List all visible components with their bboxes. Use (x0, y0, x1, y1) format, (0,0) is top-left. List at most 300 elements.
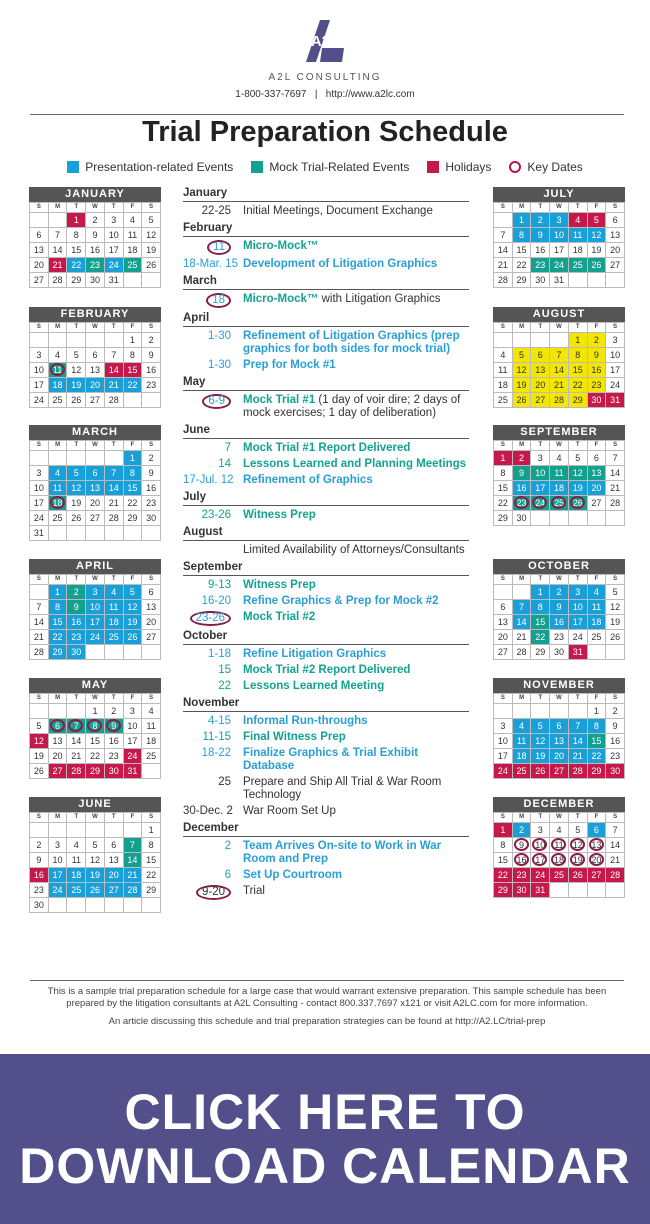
weekday-header: T (105, 323, 124, 333)
calendar-day: 28 (494, 273, 513, 288)
calendar-empty-cell (606, 883, 625, 898)
schedule-date: 18-Mar. 15 (183, 258, 238, 270)
weekday-header: S (142, 441, 161, 451)
calendar-day: 1 (49, 585, 68, 600)
calendar-empty-cell (30, 585, 49, 600)
weekday-header: M (49, 813, 68, 823)
calendar-day: 22 (494, 496, 513, 511)
calendar-day: 22 (513, 258, 532, 273)
calendar-day: 20 (142, 615, 161, 630)
calendar-day: 6 (588, 451, 607, 466)
calendar-day: 9 (606, 719, 625, 734)
weekday-header: T (531, 323, 550, 333)
calendar-empty-cell (105, 451, 124, 466)
weekday-header: F (124, 694, 143, 704)
calendar-day: 12 (124, 600, 143, 615)
calendar-day: 11 (105, 600, 124, 615)
calendar-day: 15 (494, 853, 513, 868)
calendar-day: 9 (513, 466, 532, 481)
calendar-day: 29 (49, 645, 68, 660)
calendar-empty-cell (606, 273, 625, 288)
calendar-day: 1 (142, 823, 161, 838)
calendar-day: 24 (30, 511, 49, 526)
schedule-date: 2 (224, 840, 231, 852)
weekday-header: S (494, 441, 513, 451)
weekday-header: T (105, 694, 124, 704)
calendar-empty-cell (30, 333, 49, 348)
weekday-header: S (142, 575, 161, 585)
calendar-empty-cell (49, 823, 68, 838)
calendar-day: 2 (513, 823, 532, 838)
weekday-header: T (531, 203, 550, 213)
schedule-item (183, 805, 469, 818)
calendar-day: 28 (105, 511, 124, 526)
calendar-day: 28 (67, 764, 86, 779)
calendar-july (493, 187, 625, 288)
calendar-day: 25 (142, 749, 161, 764)
calendar-day: 19 (531, 749, 550, 764)
schedule-date: 22 (218, 680, 231, 692)
calendar-day: 18 (550, 481, 569, 496)
weekday-header: S (494, 694, 513, 704)
calendar-day: 17 (494, 749, 513, 764)
schedule-event-title: Refine Graphics & Prep for Mock #2 (243, 595, 439, 607)
calendar-day: 20 (49, 749, 68, 764)
calendar-october (493, 559, 625, 660)
calendar-day: 19 (142, 243, 161, 258)
weekday-header: T (105, 575, 124, 585)
calendar-day: 23 (86, 258, 105, 273)
calendar-day: 14 (494, 243, 513, 258)
calendar-empty-cell (105, 526, 124, 541)
calendar-day: 16 (105, 734, 124, 749)
schedule-item (183, 474, 469, 487)
schedule-item (183, 869, 469, 882)
weekday-header: S (606, 694, 625, 704)
calendar-day: 11 (550, 838, 569, 853)
calendar-day: 5 (30, 719, 49, 734)
calendar-day: 29 (588, 764, 607, 779)
schedule-item (183, 731, 469, 744)
calendar-day: 5 (569, 823, 588, 838)
calendar-empty-cell (142, 764, 161, 779)
calendar-empty-cell (67, 823, 86, 838)
calendar-day: 30 (30, 898, 49, 913)
calendar-day: 31 (124, 764, 143, 779)
calendar-empty-cell (588, 645, 607, 660)
calendar-day: 28 (30, 645, 49, 660)
calendar-day: 14 (105, 363, 124, 378)
calendar-day: 5 (124, 585, 143, 600)
calendar-day: 12 (569, 838, 588, 853)
calendar-empty-cell (588, 511, 607, 526)
schedule-event (243, 474, 469, 487)
calendar-empty-cell (67, 526, 86, 541)
footer-article-link[interactable]: An article discussing this schedule and trial preparation strategies can be found at http://A2.LC/trial-prep (108, 1016, 546, 1027)
schedule-list (183, 186, 469, 903)
calendar-day: 31 (105, 273, 124, 288)
weekday-header: S (30, 323, 49, 333)
calendar-day: 11 (513, 734, 532, 749)
calendar-day: 3 (86, 585, 105, 600)
calendar-day: 3 (105, 213, 124, 228)
calendar-day: 31 (550, 273, 569, 288)
calendar-empty-cell (49, 704, 68, 719)
weekday-header: F (588, 813, 607, 823)
footer (30, 986, 624, 1028)
calendar-day: 1 (67, 213, 86, 228)
schedule-item (183, 648, 469, 661)
calendar-day: 27 (550, 764, 569, 779)
schedule-month-october: October (183, 629, 469, 645)
schedule-item (183, 885, 469, 900)
calendar-day: 9 (30, 853, 49, 868)
calendar-day: 24 (30, 393, 49, 408)
phone[interactable]: 1-800-337-7697 (235, 89, 307, 100)
calendar-day: 7 (30, 600, 49, 615)
schedule-item (183, 611, 469, 626)
weekday-header: F (588, 441, 607, 451)
calendar-day: 1 (494, 823, 513, 838)
schedule-event-title: Prepare and Ship All Trial & War Room Technology (243, 776, 442, 801)
schedule-event-title: Mock Trial #2 Report Delivered (243, 664, 411, 676)
schedule-event (243, 205, 469, 218)
weekday-header: M (513, 694, 532, 704)
calendar-day: 8 (86, 719, 105, 734)
schedule-event-title: Trial (243, 885, 265, 897)
schedule-month-december: December (183, 821, 469, 837)
calendar-empty-cell (494, 704, 513, 719)
calendar-day: 11 (67, 853, 86, 868)
schedule-item (183, 747, 469, 773)
calendar-day: 27 (30, 273, 49, 288)
calendar-day: 15 (142, 853, 161, 868)
calendar-day: 30 (67, 645, 86, 660)
download-calendar-button[interactable] (0, 1054, 650, 1224)
calendar-day: 5 (67, 348, 86, 363)
calendar-day: 1 (588, 704, 607, 719)
calendar-day: 20 (86, 378, 105, 393)
calendar-day: 20 (606, 243, 625, 258)
calendar-day: 9 (105, 719, 124, 734)
calendar-day: 26 (124, 630, 143, 645)
calendar-day: 20 (86, 496, 105, 511)
calendar-day: 13 (105, 853, 124, 868)
schedule-date: 1-30 (207, 330, 231, 342)
calendar-day: 6 (588, 823, 607, 838)
calendar-empty-cell (142, 273, 161, 288)
calendar-day: 19 (67, 378, 86, 393)
calendar-day: 31 (569, 645, 588, 660)
calendar-day: 12 (67, 481, 86, 496)
weekday-header: T (67, 203, 86, 213)
schedule-item (183, 293, 469, 308)
calendar-day: 13 (49, 734, 68, 749)
schedule-date (183, 544, 243, 557)
calendar-day: 2 (86, 213, 105, 228)
calendar-day: 5 (67, 466, 86, 481)
weekday-header: T (569, 694, 588, 704)
calendar-day: 8 (494, 466, 513, 481)
schedule-event (243, 747, 469, 773)
calendar-day: 17 (550, 243, 569, 258)
calendar-day: 1 (569, 333, 588, 348)
calendar-day: 19 (30, 749, 49, 764)
calendar-day: 6 (142, 585, 161, 600)
calendar-day: 31 (606, 393, 625, 408)
calendar-day: 27 (105, 883, 124, 898)
key-date-marker: 23-26 (190, 611, 231, 626)
calendar-day: 2 (142, 333, 161, 348)
calendar-day: 28 (550, 393, 569, 408)
calendar-day: 2 (550, 585, 569, 600)
calendar-day: 23 (606, 749, 625, 764)
calendar-day: 22 (86, 749, 105, 764)
calendar-september (493, 425, 625, 526)
weekday-header: T (531, 575, 550, 585)
calendar-day: 12 (606, 600, 625, 615)
calendar-day: 27 (606, 258, 625, 273)
calendar-empty-cell (550, 883, 569, 898)
calendar-day: 19 (86, 868, 105, 883)
calendar-day: 17 (124, 734, 143, 749)
calendar-day: 17 (569, 615, 588, 630)
calendar-day: 1 (531, 585, 550, 600)
calendar-day: 23 (67, 630, 86, 645)
calendar-day: 25 (588, 630, 607, 645)
calendar-day: 31 (30, 526, 49, 541)
weekday-header: S (142, 813, 161, 823)
calendar-day: 9 (531, 228, 550, 243)
calendar-day: 20 (494, 630, 513, 645)
schedule-date: 23-26 (201, 509, 231, 521)
calendar-day: 26 (531, 764, 550, 779)
schedule-item (183, 680, 469, 693)
schedule-date: 18-22 (201, 747, 231, 759)
page-title: Trial Preparation Schedule (142, 116, 508, 148)
calendar-day: 10 (494, 734, 513, 749)
weekday-header: F (588, 323, 607, 333)
calendar-day: 2 (513, 451, 532, 466)
schedule-month-january: January (183, 186, 469, 202)
calendar-day: 7 (550, 348, 569, 363)
a2l-logo[interactable] (302, 18, 348, 69)
schedule-date: 15 (218, 664, 231, 676)
calendar-empty-cell (124, 526, 143, 541)
calendar-day: 9 (142, 348, 161, 363)
calendar-day: 5 (606, 585, 625, 600)
calendar-day: 22 (494, 868, 513, 883)
calendar-day: 22 (49, 630, 68, 645)
calendar-day: 24 (550, 258, 569, 273)
weekday-header: S (30, 575, 49, 585)
schedule-event (243, 240, 469, 255)
weekday-header: T (67, 441, 86, 451)
calendar-empty-cell (67, 333, 86, 348)
calendar-empty-cell (550, 511, 569, 526)
calendar-day: 23 (105, 749, 124, 764)
calendar-day: 21 (49, 258, 68, 273)
schedule-event (243, 611, 469, 626)
calendar-day: 26 (67, 393, 86, 408)
weekday-header: T (105, 441, 124, 451)
calendar-day: 6 (550, 719, 569, 734)
calendar-day: 18 (588, 615, 607, 630)
calendar-day: 18 (494, 378, 513, 393)
calendar-day: 16 (142, 481, 161, 496)
calendar-april (29, 559, 161, 660)
weekday-header: T (569, 323, 588, 333)
schedule-item (183, 442, 469, 455)
calendar-day: 10 (30, 481, 49, 496)
calendar-day: 17 (30, 378, 49, 393)
header-divider (30, 114, 624, 115)
calendar-month-title: JULY (493, 187, 625, 202)
calendar-empty-cell (142, 898, 161, 913)
calendar-day: 23 (588, 378, 607, 393)
calendar-day: 14 (606, 466, 625, 481)
weekday-header: F (124, 203, 143, 213)
weekday-header: S (494, 203, 513, 213)
calendar-day: 10 (30, 363, 49, 378)
calendar-day: 27 (49, 764, 68, 779)
calendar-day: 29 (531, 645, 550, 660)
calendar-day: 11 (569, 228, 588, 243)
schedule-item (183, 359, 469, 372)
calendar-day: 30 (513, 883, 532, 898)
legend-item-mock (251, 160, 409, 174)
calendar-day: 26 (30, 764, 49, 779)
calendar-day: 5 (588, 213, 607, 228)
calendar-day: 20 (588, 853, 607, 868)
schedule-event-title: Mock Trial #1 Report Delivered (243, 442, 411, 454)
calendar-day: 20 (550, 749, 569, 764)
calendar-day: 4 (588, 585, 607, 600)
legend (0, 160, 650, 174)
calendar-day: 3 (30, 466, 49, 481)
schedule-event-title: Mock Trial #2 (243, 611, 316, 623)
calendar-day: 10 (124, 719, 143, 734)
calendar-day: 14 (550, 363, 569, 378)
calendar-day: 8 (67, 228, 86, 243)
calendar-day: 13 (494, 615, 513, 630)
calendar-empty-cell (142, 645, 161, 660)
schedule-date: 1-18 (207, 648, 231, 660)
schedule-date (183, 293, 243, 308)
calendar-day: 16 (606, 734, 625, 749)
schedule-item (183, 664, 469, 677)
calendar-day: 7 (606, 451, 625, 466)
schedule-event (243, 869, 469, 882)
calendar-day: 7 (569, 719, 588, 734)
schedule-event (243, 731, 469, 744)
calendar-day: 6 (606, 213, 625, 228)
schedule-event (243, 776, 469, 802)
schedule-event (243, 330, 469, 356)
calendar-day: 16 (142, 363, 161, 378)
schedule-event (243, 509, 469, 522)
company-name: A2L CONSULTING (268, 72, 382, 83)
calendar-day: 7 (513, 600, 532, 615)
calendar-day: 11 (124, 228, 143, 243)
weekday-header: S (494, 323, 513, 333)
calendar-day: 3 (550, 213, 569, 228)
calendar-day: 10 (531, 466, 550, 481)
weekday-header: W (86, 203, 105, 213)
calendar-day: 18 (49, 378, 68, 393)
calendar-day: 3 (30, 348, 49, 363)
legend-item-key (509, 160, 582, 174)
calendar-day: 22 (124, 496, 143, 511)
calendar-day: 11 (494, 363, 513, 378)
calendar-day: 14 (606, 838, 625, 853)
website-link[interactable]: http://www.a2lc.com (325, 89, 415, 100)
schedule-date: 22-25 (201, 205, 231, 217)
weekday-header: W (86, 575, 105, 585)
calendar-day: 26 (86, 883, 105, 898)
calendar-day: 8 (531, 600, 550, 615)
calendar-day: 4 (105, 585, 124, 600)
contact-separator: | (314, 89, 318, 100)
calendar-day: 21 (105, 496, 124, 511)
calendar-day: 7 (49, 228, 68, 243)
calendar-day: 17 (30, 496, 49, 511)
schedule-month-november: November (183, 696, 469, 712)
calendar-day: 18 (105, 615, 124, 630)
calendar-day: 10 (569, 600, 588, 615)
calendar-empty-cell (105, 898, 124, 913)
contact-line (0, 89, 650, 100)
calendar-day: 15 (531, 615, 550, 630)
calendar-day: 13 (606, 228, 625, 243)
weekday-header: F (124, 575, 143, 585)
schedule-event-title: Refinement of Litigation Graphics (prep graphics for both sides for mock trial) (243, 330, 460, 355)
legend-label: Presentation-related Events (85, 160, 234, 174)
calendar-day: 13 (86, 363, 105, 378)
calendar-day: 14 (124, 853, 143, 868)
calendar-day: 25 (124, 258, 143, 273)
calendar-day: 4 (67, 838, 86, 853)
schedule-event-title: Mock Trial #1 (243, 394, 316, 406)
calendar-day: 10 (86, 600, 105, 615)
weekday-header: F (588, 203, 607, 213)
calendar-august (493, 307, 625, 408)
calendar-day: 12 (142, 228, 161, 243)
calendar-december (493, 797, 625, 898)
weekday-header: F (124, 813, 143, 823)
schedule-date: 1-30 (207, 359, 231, 371)
schedule-month-september: September (183, 560, 469, 576)
schedule-event (243, 595, 469, 608)
banner-line-2: DOWNLOAD CALENDAR (19, 1138, 631, 1194)
weekday-header: T (569, 203, 588, 213)
calendar-day: 22 (531, 630, 550, 645)
weekday-header: S (30, 441, 49, 451)
weekday-header: S (606, 323, 625, 333)
schedule-month-february: February (183, 221, 469, 237)
calendar-empty-cell (513, 585, 532, 600)
schedule-event-title: Development of Litigation Graphics (243, 258, 438, 270)
calendar-empty-cell (67, 451, 86, 466)
calendar-day: 5 (569, 451, 588, 466)
calendar-day: 3 (494, 719, 513, 734)
calendar-day: 21 (105, 378, 124, 393)
weekday-header: W (86, 694, 105, 704)
calendar-empty-cell (142, 393, 161, 408)
calendar-empty-cell (67, 898, 86, 913)
calendar-day: 22 (67, 258, 86, 273)
calendar-day: 3 (569, 585, 588, 600)
